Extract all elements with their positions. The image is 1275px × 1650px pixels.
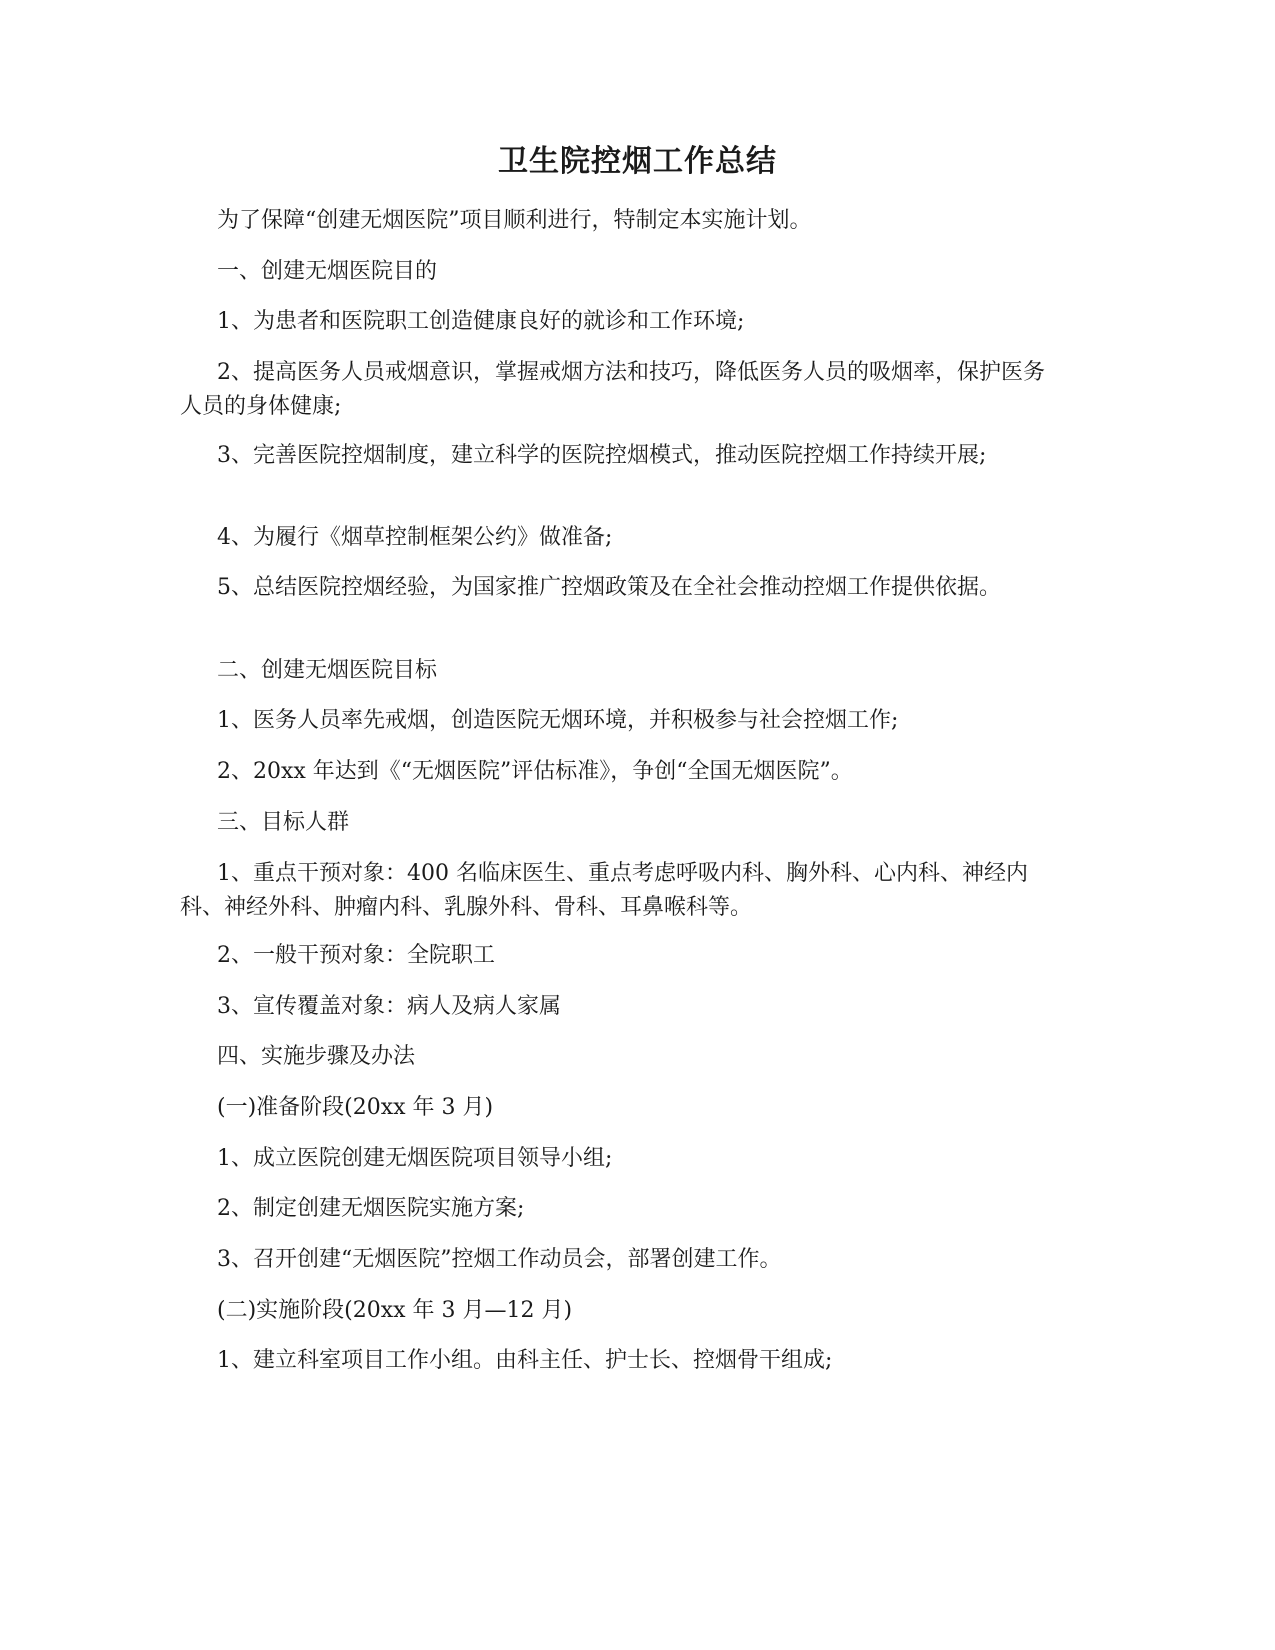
section-heading-2: 二、创建无烟医院目标 (217, 658, 438, 683)
list-item: 1、重点干预对象：400 名临床医生、重点考虑呼吸内科、胸外科、心内科、神经内科、神经外科、肿瘤内科、乳腺外科、骨科、耳鼻喉科等。 (180, 861, 1028, 920)
list-item: 2、提高医务人员戒烟意识，掌握戒烟方法和技巧，降低医务人员的吸烟率，保护医务人员的身体健康; (180, 360, 1045, 419)
list-item: 4、为履行《烟草控制框架公约》做准备; (217, 525, 613, 550)
intro-paragraph: 为了保障“创建无烟医院”项目顺利进行，特制定本实施计划。 (217, 208, 812, 233)
list-item: 3、宣传覆盖对象：病人及病人家属 (217, 994, 561, 1019)
list-item: 5、总结医院控烟经验，为国家推广控烟政策及在全社会推动控烟工作提供依据。 (217, 575, 1001, 600)
list-item: 2、制定创建无烟医院实施方案; (217, 1196, 525, 1221)
list-item: 1、医务人员率先戒烟，创造医院无烟环境，并积极参与社会控烟工作; (217, 708, 899, 733)
list-item: 3、召开创建“无烟医院”控烟工作动员会，部署创建工作。 (217, 1247, 782, 1272)
list-item: 1、为患者和医院职工创造健康良好的就诊和工作环境; (217, 309, 745, 334)
section-heading-4: 四、实施步骤及办法 (217, 1044, 416, 1069)
list-item: 3、完善医院控烟制度，建立科学的医院控烟模式，推动医院控烟工作持续开展; (217, 443, 987, 468)
list-item: 1、成立医院创建无烟医院项目领导小组; (217, 1146, 613, 1171)
subsection-heading: (一)准备阶段(20xx 年 3 月) (217, 1095, 494, 1120)
list-item: 1、建立科室项目工作小组。由科主任、护士长、控烟骨干组成; (217, 1348, 833, 1373)
list-item: 2、一般干预对象：全院职工 (217, 943, 495, 968)
list-item: 2、20xx 年达到《“无烟医院”评估标准》，争创“全国无烟医院”。 (217, 759, 853, 784)
document-title: 卫生院控烟工作总结 (498, 144, 777, 179)
section-heading-1: 一、创建无烟医院目的 (217, 259, 438, 284)
section-heading-3: 三、目标人群 (217, 810, 350, 835)
subsection-heading: (二)实施阶段(20xx 年 3 月—12 月) (217, 1298, 573, 1323)
